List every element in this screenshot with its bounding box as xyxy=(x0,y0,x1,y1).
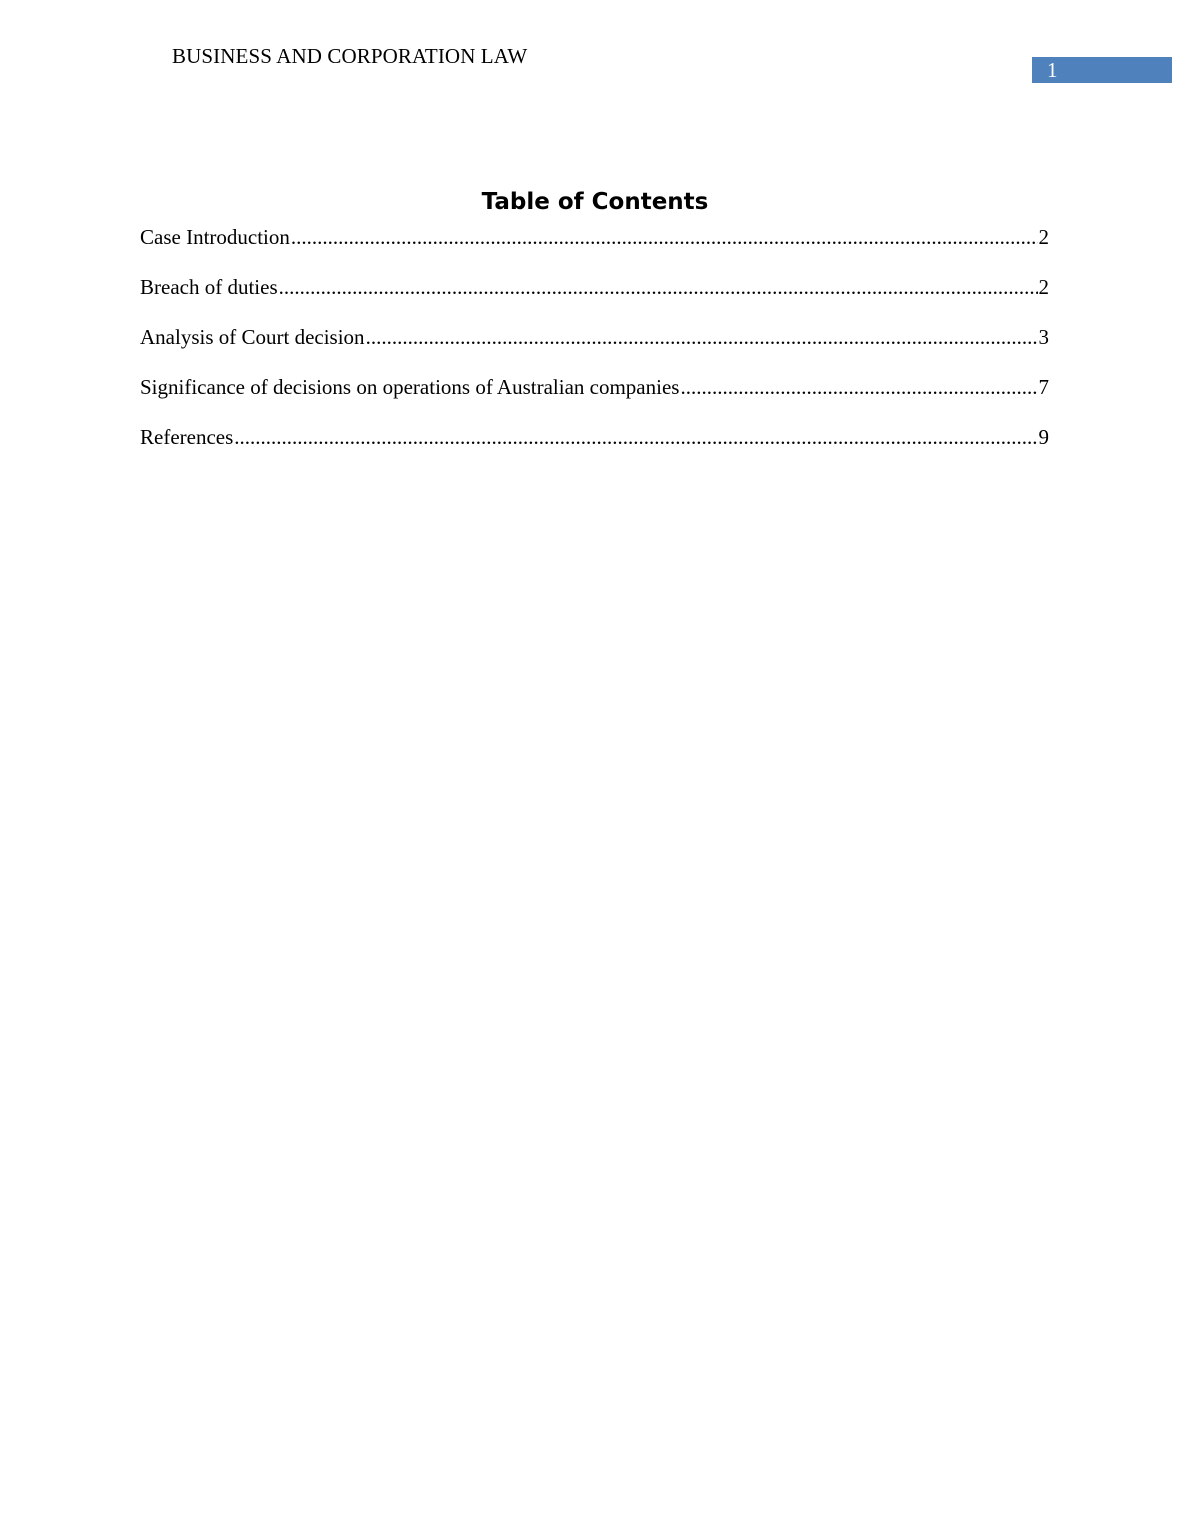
toc-entry-title: Analysis of Court decision xyxy=(140,325,365,349)
toc-entry-page: 7 xyxy=(1038,375,1049,399)
toc-entry-analysis-of-court-decision[interactable] xyxy=(140,324,1049,374)
toc-entry-page: 2 xyxy=(1038,225,1049,249)
toc-dot-leader xyxy=(234,424,1037,450)
toc-dot-leader xyxy=(366,324,1038,350)
toc-entry-title: References xyxy=(140,425,234,449)
running-header-title: BUSINESS AND CORPORATION LAW xyxy=(172,44,528,68)
toc-entry-case-introduction[interactable] xyxy=(140,224,1049,274)
toc-dot-leader xyxy=(680,374,1037,400)
toc-entry-significance-of-decisions[interactable] xyxy=(140,374,1049,424)
toc-entry-page: 9 xyxy=(1038,425,1049,449)
table-of-contents xyxy=(140,224,1049,474)
toc-entry-title: Significance of decisions on operations of Australian companies xyxy=(140,375,680,399)
toc-entry-references[interactable] xyxy=(140,424,1049,474)
toc-entry-title: Case Introduction xyxy=(140,225,290,249)
toc-entry-breach-of-duties[interactable] xyxy=(140,274,1049,324)
page-number-box xyxy=(1032,57,1172,83)
page-number: 1 xyxy=(1047,58,1058,82)
toc-heading: Table of Contents xyxy=(481,189,709,215)
toc-dot-leader xyxy=(291,224,1038,250)
toc-dot-leader xyxy=(279,274,1038,300)
toc-entry-page: 2 xyxy=(1038,275,1049,299)
toc-entry-page: 3 xyxy=(1038,325,1049,349)
toc-entry-title: Breach of duties xyxy=(140,275,278,299)
